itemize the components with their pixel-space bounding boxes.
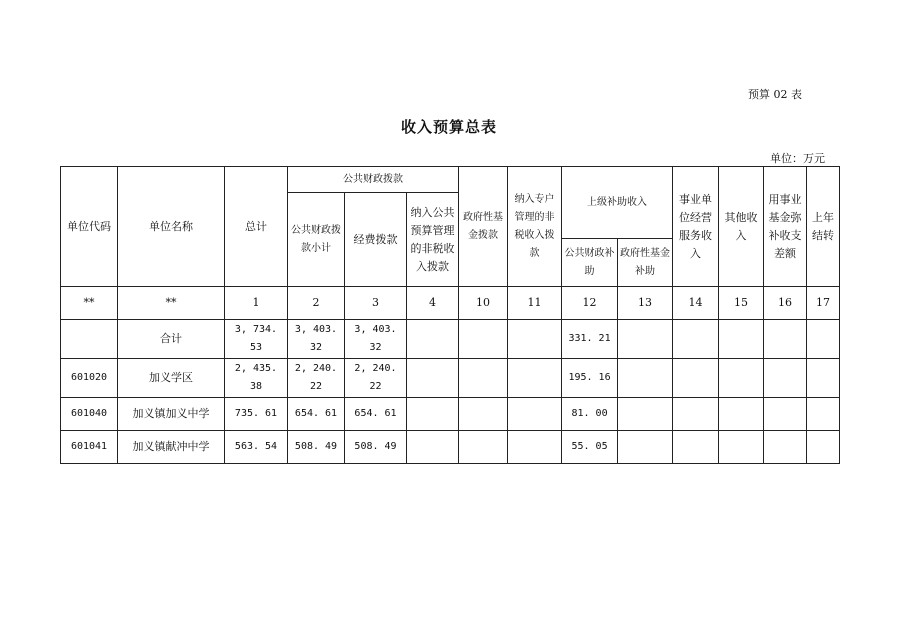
cell-unit-code: 601041 <box>61 431 118 464</box>
index-cell: 15 <box>719 287 764 320</box>
cell-carryover <box>807 359 840 398</box>
header-gov-fund-subsidy: 政府性基金补助 <box>618 239 673 287</box>
header-public-finance: 公共财政拨款 <box>288 167 459 193</box>
cell-special-nontax <box>508 431 562 464</box>
cell-total: 563. 54 <box>225 431 288 464</box>
header-public-subsidy: 公共财政补助 <box>562 239 618 287</box>
cell-nontax <box>407 431 459 464</box>
header-business-income: 事业单位经营服务收入 <box>673 167 719 287</box>
cell-other <box>719 320 764 359</box>
table-row-total <box>61 320 840 359</box>
cell-unit-name: 加义镇加义中学 <box>118 398 225 431</box>
cell-nontax <box>407 320 459 359</box>
index-cell: ** <box>61 287 118 320</box>
table-row <box>61 398 840 431</box>
header-public-subtotal: 公共财政拨款小计 <box>288 193 345 287</box>
index-cell: 3 <box>345 287 407 320</box>
cell-business <box>673 398 719 431</box>
cell-funding: 2, 240. 22 <box>345 359 407 398</box>
cell-gov-fund-subsidy <box>618 320 673 359</box>
index-cell: 12 <box>562 287 618 320</box>
cell-public-subtotal: 3, 403. 32 <box>288 320 345 359</box>
header-special-nontax: 纳入专户管理的非税收入拨款 <box>508 167 562 287</box>
cell-deficit <box>764 398 807 431</box>
index-cell: 17 <box>807 287 840 320</box>
cell-gov-fund-subsidy <box>618 398 673 431</box>
cell-unit-code <box>61 320 118 359</box>
cell-nontax <box>407 398 459 431</box>
cell-total: 735. 61 <box>225 398 288 431</box>
cell-carryover <box>807 398 840 431</box>
header-unit-code: 单位代码 <box>61 167 118 287</box>
cell-other <box>719 431 764 464</box>
revenue-budget-table <box>60 166 840 464</box>
unit-label: 单位：万元 <box>770 152 825 165</box>
cell-gov-fund-subsidy <box>618 359 673 398</box>
cell-funding: 654. 61 <box>345 398 407 431</box>
index-cell: 16 <box>764 287 807 320</box>
index-cell: 11 <box>508 287 562 320</box>
header-total: 总计 <box>225 167 288 287</box>
cell-other <box>719 398 764 431</box>
cell-gov-fund <box>459 320 508 359</box>
cell-business <box>673 320 719 359</box>
cell-carryover <box>807 431 840 464</box>
index-row <box>61 287 840 320</box>
cell-public-subsidy: 195. 16 <box>562 359 618 398</box>
cell-public-subsidy: 331. 21 <box>562 320 618 359</box>
cell-deficit <box>764 431 807 464</box>
cell-public-subsidy: 55. 05 <box>562 431 618 464</box>
cell-total: 2, 435. 38 <box>225 359 288 398</box>
cell-gov-fund <box>459 398 508 431</box>
cell-unit-name: 合计 <box>118 320 225 359</box>
table-row <box>61 431 840 464</box>
index-cell: 10 <box>459 287 508 320</box>
cell-unit-name: 加义镇献冲中学 <box>118 431 225 464</box>
cell-unit-code: 601040 <box>61 398 118 431</box>
header-unit-name: 单位名称 <box>118 167 225 287</box>
cell-special-nontax <box>508 359 562 398</box>
cell-gov-fund <box>459 359 508 398</box>
cell-other <box>719 359 764 398</box>
index-cell: 2 <box>288 287 345 320</box>
cell-public-subtotal: 654. 61 <box>288 398 345 431</box>
cell-carryover <box>807 320 840 359</box>
index-cell: 14 <box>673 287 719 320</box>
cell-special-nontax <box>508 398 562 431</box>
cell-nontax <box>407 359 459 398</box>
header-deficit: 用事业基金弥补收支差额 <box>764 167 807 287</box>
cell-public-subsidy: 81. 00 <box>562 398 618 431</box>
index-cell: 4 <box>407 287 459 320</box>
cell-total: 3, 734. 53 <box>225 320 288 359</box>
page-title: 收入预算总表 <box>400 118 497 136</box>
cell-funding: 508. 49 <box>345 431 407 464</box>
cell-unit-name: 加义学区 <box>118 359 225 398</box>
header-gov-fund: 政府性基金拨款 <box>459 167 508 287</box>
cell-deficit <box>764 320 807 359</box>
index-cell: 13 <box>618 287 673 320</box>
cell-unit-code: 601020 <box>61 359 118 398</box>
cell-special-nontax <box>508 320 562 359</box>
header-superior-subsidy: 上级补助收入 <box>562 167 673 239</box>
table-row <box>61 359 840 398</box>
cell-public-subtotal: 2, 240. 22 <box>288 359 345 398</box>
cell-public-subtotal: 508. 49 <box>288 431 345 464</box>
cell-business <box>673 431 719 464</box>
cell-business <box>673 359 719 398</box>
header-carryover: 上年结转 <box>807 167 840 287</box>
header-funding: 经费拨款 <box>345 193 407 287</box>
cell-funding: 3, 403. 32 <box>345 320 407 359</box>
header-nontax: 纳入公共预算管理的非税收入拨款 <box>407 193 459 287</box>
cell-deficit <box>764 359 807 398</box>
header-other-income: 其他收入 <box>719 167 764 287</box>
cell-gov-fund <box>459 431 508 464</box>
cell-gov-fund-subsidy <box>618 431 673 464</box>
form-number: 预算 02 表 <box>748 88 802 101</box>
index-cell: 1 <box>225 287 288 320</box>
index-cell: ** <box>118 287 225 320</box>
